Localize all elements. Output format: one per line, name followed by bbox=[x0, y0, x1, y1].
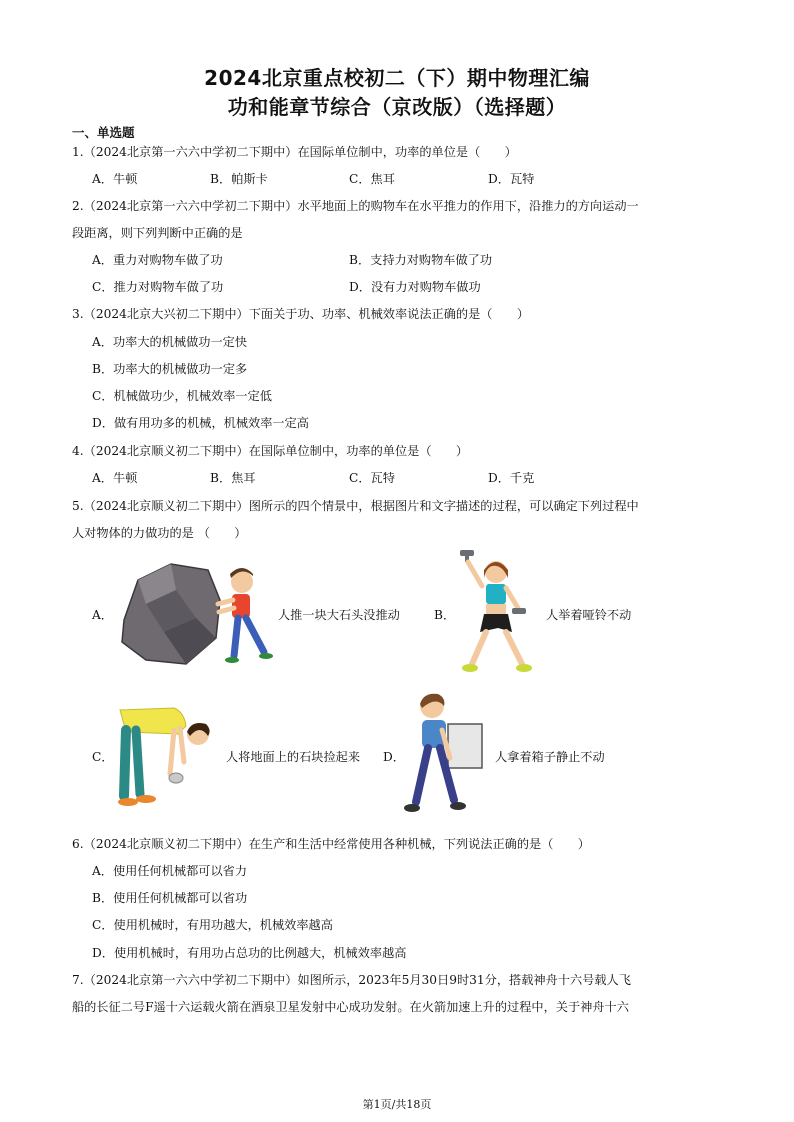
question-5-stem-line2: 人对物体的力做功的是 （ ） bbox=[72, 526, 247, 540]
q1-option-d: D．瓦特 bbox=[488, 172, 535, 186]
q4-option-c: C．瓦特 bbox=[349, 471, 395, 485]
man-picking-up-stone-illustration bbox=[114, 702, 224, 810]
q6-option-c: C．使用机械时，有用功越大，机械效率越高 bbox=[92, 918, 333, 932]
question-2-stem-line2: 段距离，则下列判断中正确的是 bbox=[72, 226, 243, 240]
girl-holding-dumbbells-illustration bbox=[456, 548, 542, 676]
page-footer: 第1页/共18页 bbox=[362, 1098, 432, 1111]
question-6-stem: 6.（2024北京顺义初二下期中）在生产和生活中经常使用各种机械，下列说法正确的是（ ） bbox=[72, 837, 590, 851]
q5-option-b-letter: B． bbox=[434, 608, 456, 622]
q2-option-c: C．推力对购物车做了功 bbox=[92, 280, 224, 294]
question-1-stem: 1.（2024北京第一六六中学初二下期中）在国际单位制中，功率的单位是（ ） bbox=[72, 145, 517, 159]
q3-option-c: C．机械做功少，机械效率一定低 bbox=[92, 389, 272, 403]
q1-option-c: C．焦耳 bbox=[349, 172, 395, 186]
q6-option-a: A．使用任何机械都可以省力 bbox=[92, 864, 248, 878]
man-holding-box-illustration bbox=[402, 690, 492, 822]
q5-option-a-letter: A． bbox=[92, 608, 113, 622]
q2-option-b: B．支持力对购物车做了功 bbox=[349, 253, 493, 267]
q3-option-a: A．功率大的机械做功一定快 bbox=[92, 335, 248, 349]
question-4-stem: 4.（2024北京顺义初二下期中）在国际单位制中，功率的单位是（ ） bbox=[72, 444, 469, 458]
q6-option-b: B．使用任何机械都可以省功 bbox=[92, 891, 248, 905]
q4-option-d: D．千克 bbox=[488, 471, 535, 485]
q5-option-c-letter: C． bbox=[92, 750, 114, 764]
section-heading: 一、单选题 bbox=[72, 125, 135, 140]
q5-option-d-letter: D． bbox=[383, 750, 405, 764]
q4-option-a: A．牛顿 bbox=[92, 471, 138, 485]
q1-option-b: B．帕斯卡 bbox=[210, 172, 268, 186]
question-3-stem: 3.（2024北京大兴初二下期中）下面关于功、功率、机械效率说法正确的是（ ） bbox=[72, 307, 530, 321]
question-7-stem-line2: 船的长征二号F遥十六运载火箭在酒泉卫星发射中心成功发射。在火箭加速上升的过程中，关于神舟十六 bbox=[72, 1000, 629, 1014]
q5-option-b-caption: 人举着哑铃不动 bbox=[546, 608, 632, 622]
q6-option-d: D．使用机械时，有用功占总功的比例越大，机械效率越高 bbox=[92, 946, 407, 960]
question-7-stem-line1: 7.（2024北京第一六六中学初二下期中）如图所示，2023年5月30日9时31分，搭载神舟十六号载人飞 bbox=[72, 973, 631, 987]
q5-option-d-caption: 人拿着箱子静止不动 bbox=[495, 750, 605, 764]
q2-option-d: D．没有力对购物车做功 bbox=[349, 280, 481, 294]
q3-option-b: B．功率大的机械做功一定多 bbox=[92, 362, 248, 376]
q5-option-c-caption: 人将地面上的石块捡起来 bbox=[226, 750, 361, 764]
q1-option-a: A．牛顿 bbox=[92, 172, 138, 186]
question-2-stem-line1: 2.（2024北京第一六六中学初二下期中）水平地面上的购物车在水平推力的作用下，沿推力的方向运动一 bbox=[72, 199, 639, 213]
page-title: 2024北京重点校初二（下）期中物理汇编 bbox=[204, 66, 590, 90]
q4-option-b: B．焦耳 bbox=[210, 471, 256, 485]
q2-option-a: A．重力对购物车做了功 bbox=[92, 253, 223, 267]
boy-pushing-boulder-illustration bbox=[116, 560, 276, 668]
q5-option-a-caption: 人推一块大石头没推动 bbox=[278, 608, 400, 622]
q3-option-d: D．做有用功多的机械，机械效率一定高 bbox=[92, 416, 309, 430]
page-subtitle: 功和能章节综合（京改版）（选择题） bbox=[227, 95, 567, 119]
question-5-stem-line1: 5.（2024北京顺义初二下期中）图所示的四个情景中，根据图片和文字描述的过程，可以确定下列过程中 bbox=[72, 499, 639, 513]
